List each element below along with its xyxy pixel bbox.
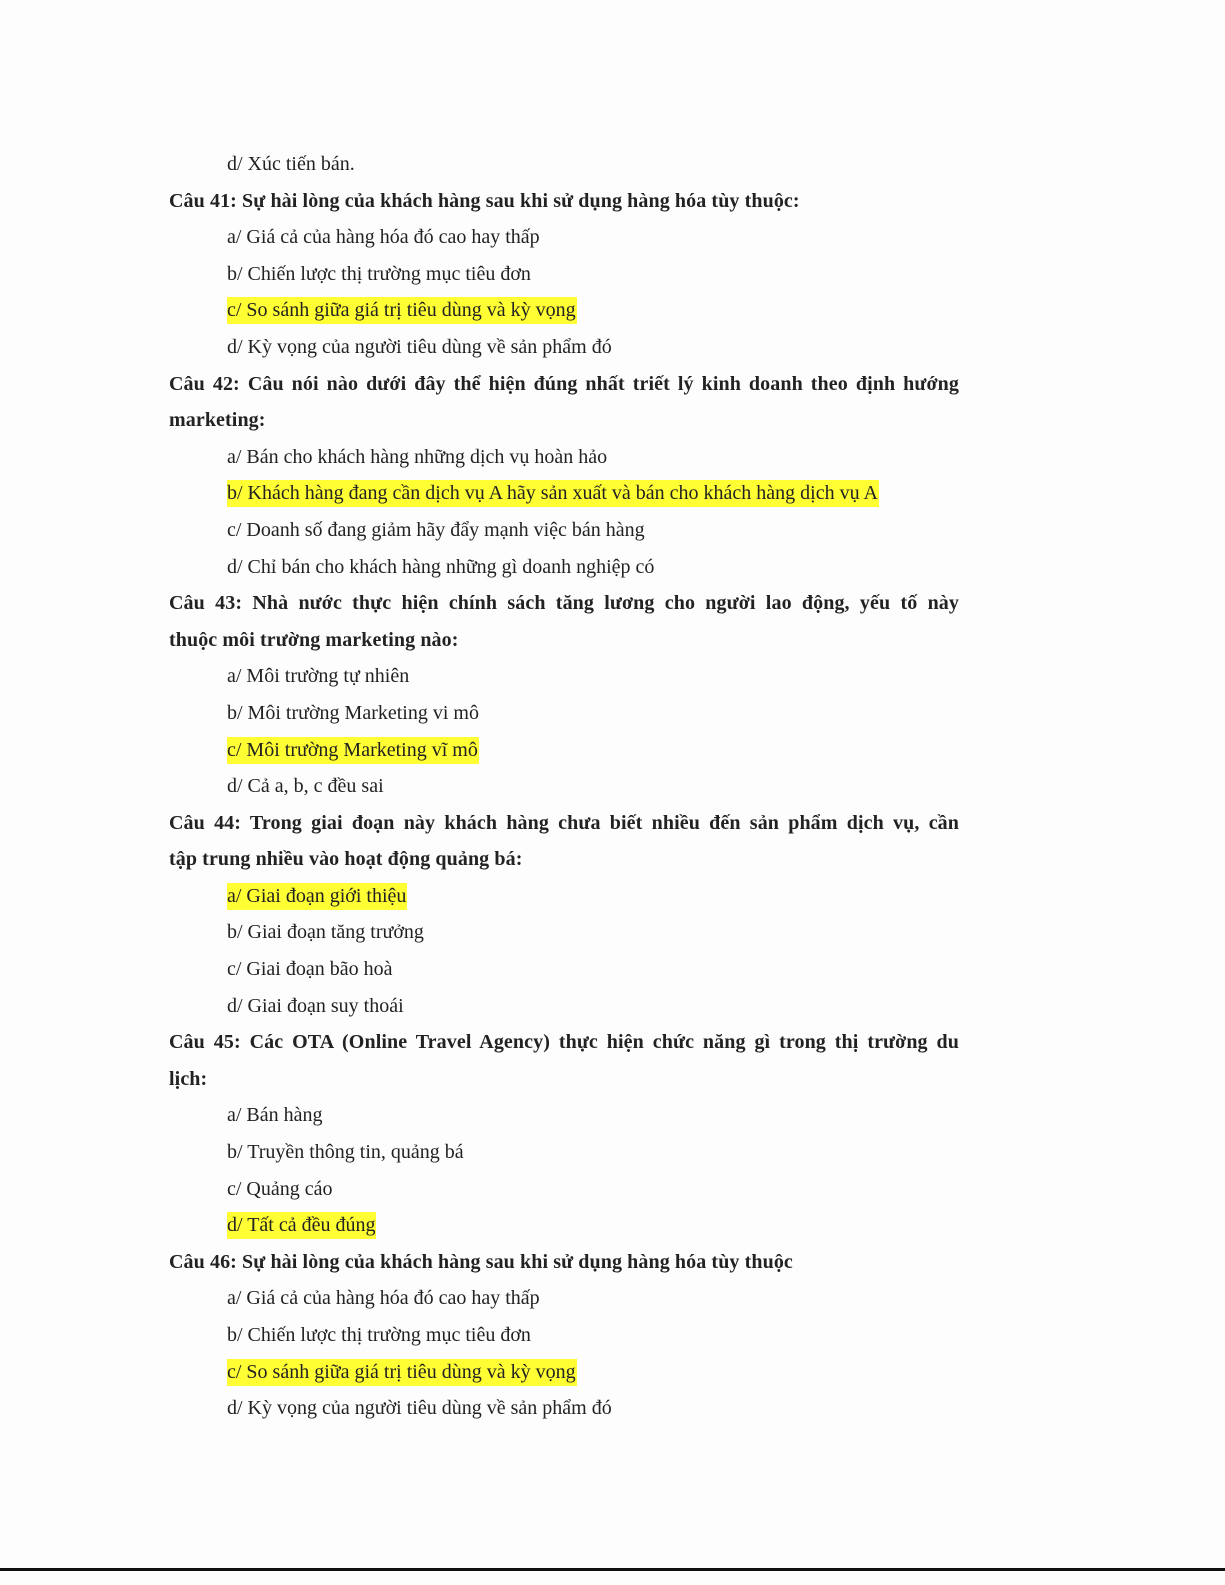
option-text: a/ Môi trường tự nhiên	[227, 665, 410, 688]
question-text: Câu 41: Sự hài lòng của khách hàng sau khi sử dụng hàng hóa tùy thuộc:	[169, 189, 800, 212]
question-46	[169, 1244, 959, 1427]
option-text: d/ Cả a, b, c đều sai	[227, 775, 384, 798]
option-a	[169, 219, 959, 256]
question-text: Câu 46: Sự hài lòng của khách hàng sau khi sử dụng hàng hóa tùy thuộc	[169, 1250, 793, 1273]
option-b	[169, 695, 959, 732]
option-c	[169, 1171, 959, 1208]
option-text: d/ Xúc tiến bán.	[227, 153, 355, 175]
question-text-continued: marketing:	[169, 409, 266, 432]
question-41	[169, 183, 959, 366]
highlighted-answer: c/ Môi trường Marketing vĩ mô	[227, 737, 479, 764]
question-44	[169, 805, 959, 1025]
option-text: b/ Truyền thông tin, quảng bá	[227, 1141, 464, 1164]
option-c	[169, 951, 959, 988]
highlighted-answer: a/ Giai đoạn giới thiệu	[227, 883, 407, 910]
option-text: d/ Kỳ vọng của người tiêu dùng về sản phẩm đó	[227, 335, 612, 358]
highlighted-answer: d/ Tất cả đều đúng	[227, 1212, 376, 1239]
question-45	[169, 1024, 959, 1244]
option-text: a/ Bán hàng	[227, 1104, 323, 1127]
option-b	[169, 1317, 959, 1354]
option-a	[169, 1280, 959, 1317]
option-text: b/ Chiến lược thị trường mục tiêu đơn	[227, 1324, 531, 1346]
option-text: b/ Giai đoạn tăng trưởng	[227, 921, 424, 944]
option-text: b/ Môi trường Marketing vi mô	[227, 701, 479, 724]
option-b	[169, 475, 959, 512]
option-a	[169, 658, 959, 695]
option-text: c/ Quảng cáo	[227, 1177, 333, 1200]
highlighted-answer: c/ So sánh giữa giá trị tiêu dùng và kỳ vọng	[227, 1359, 577, 1386]
highlighted-answer: b/ Khách hàng đang cần dịch vụ A hãy sản xuất và bán cho khách hàng dịch vụ A	[227, 480, 879, 507]
question-text: Câu 45: Các OTA (Online Travel Agency) thực hiện chức năng gì trong thị trường du	[169, 1031, 959, 1054]
question-text-continued: tập trung nhiều vào hoạt động quảng bá:	[169, 848, 523, 871]
question-text: Câu 42: Câu nói nào dưới đây thể hiện đúng nhất triết lý kinh doanh theo định hướng	[169, 372, 959, 395]
option-text: c/ Doanh số đang giảm hãy đẩy mạnh việc bán hàng	[227, 518, 645, 541]
leading-option	[169, 146, 959, 183]
option-c	[169, 292, 959, 329]
option-d	[169, 1207, 959, 1244]
question-43	[169, 585, 959, 805]
option-d	[169, 988, 959, 1025]
option-a	[169, 439, 959, 476]
option-text: b/ Chiến lược thị trường mục tiêu đơn	[227, 262, 531, 285]
option-d	[169, 768, 959, 805]
option-c	[169, 1354, 959, 1391]
option-c	[169, 732, 959, 769]
option-text: a/ Bán cho khách hàng những dịch vụ hoàn hảo	[227, 445, 608, 468]
option-a	[169, 1097, 959, 1134]
option-text: a/ Giá cả của hàng hóa đó cao hay thấp	[227, 1287, 540, 1310]
option-text: d/ Chỉ bán cho khách hàng những gì doanh nghiệp có	[227, 555, 655, 578]
option-b	[169, 256, 959, 293]
option-text: a/ Giá cả của hàng hóa đó cao hay thấp	[227, 226, 540, 249]
option-text: d/ Kỳ vọng của người tiêu dùng về sản phẩm đó	[227, 1397, 612, 1420]
highlighted-answer: c/ So sánh giữa giá trị tiêu dùng và kỳ vọng	[227, 297, 577, 324]
option-a	[169, 878, 959, 915]
option-c	[169, 512, 959, 549]
option-b	[169, 914, 959, 951]
question-42	[169, 366, 959, 586]
question-text: Câu 44: Trong giai đoạn này khách hàng chưa biết nhiều đến sản phẩm dịch vụ, cần	[169, 811, 959, 834]
quiz-content	[169, 146, 959, 1427]
option-d	[169, 549, 959, 586]
question-text-continued: thuộc môi trường marketing nào:	[169, 628, 459, 651]
question-text-continued: lịch:	[169, 1067, 208, 1090]
page-bottom-border	[0, 1568, 1225, 1571]
option-text: d/ Giai đoạn suy thoái	[227, 994, 404, 1017]
option-b	[169, 1134, 959, 1171]
option-d	[169, 1390, 959, 1427]
option-text: c/ Giai đoạn bão hoà	[227, 958, 393, 981]
question-text: Câu 43: Nhà nước thực hiện chính sách tăng lương cho người lao động, yếu tố này	[169, 592, 959, 615]
option-d	[169, 329, 959, 366]
